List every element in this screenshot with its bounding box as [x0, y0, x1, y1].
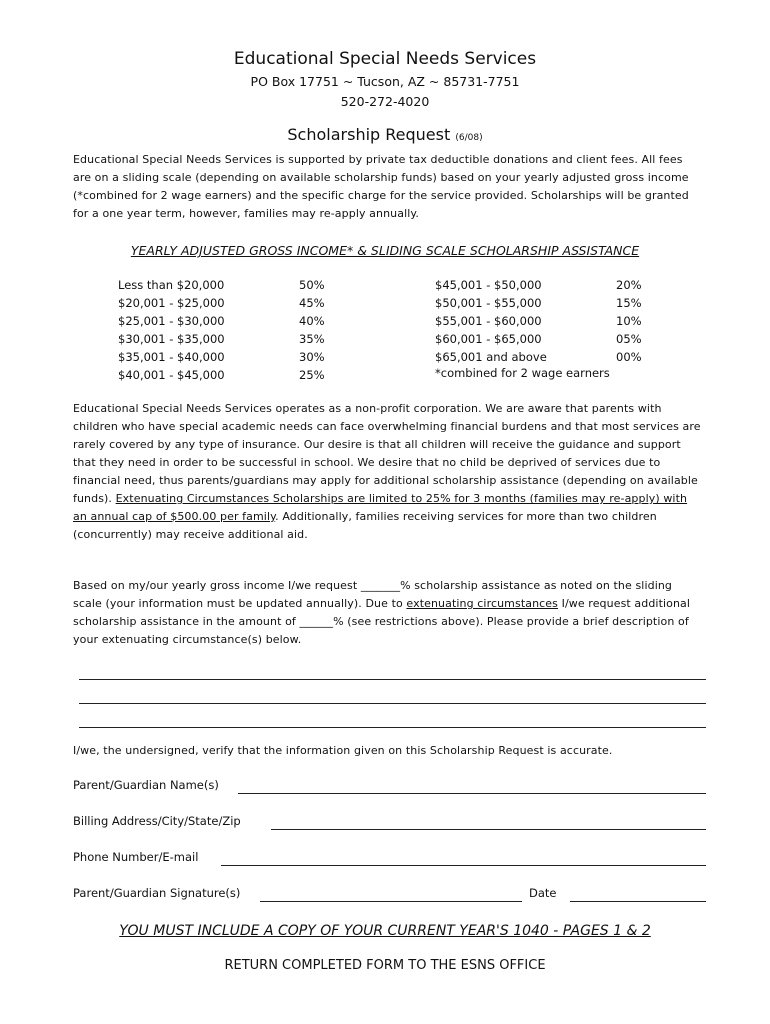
billing-label: Billing Address/City/State/Zip [73, 814, 241, 828]
verify-statement: I/we, the undersigned, verify that the information given on this Scholarship Request is accurate. [73, 744, 613, 757]
extenuating-policy: Extenuating Circumstances Scholarships are limited to 25% for 3 months (families may re-apply) with an annual cap of $500.00 per family [73, 492, 688, 523]
assistance-pcts-right [616, 276, 642, 366]
circumstance-line[interactable] [79, 703, 706, 704]
nonprofit-paragraph [73, 400, 701, 544]
extenuating-circumstances-text: extenuating circumstances [406, 597, 558, 610]
assistance-pct: 00% [616, 350, 642, 364]
org-phone: 520-272-4020 [340, 94, 430, 109]
assistance-pct: 05% [616, 332, 642, 346]
assistance-pcts-left [299, 276, 325, 384]
form-title-text: Scholarship Request [287, 125, 451, 144]
org-name: Educational Special Needs Services [233, 49, 537, 69]
assistance-pct: 25% [299, 368, 325, 382]
income-range: $30,001 - $35,000 [118, 332, 225, 346]
assistance-pct: 40% [299, 314, 325, 328]
date-field[interactable] [570, 901, 706, 902]
income-ranges-right [435, 276, 547, 366]
phone-label: Phone Number/E-mail [73, 850, 199, 864]
request-text: Based on my/our yearly gross income I/we request _______% scholarship assistance as noted on the sliding scale (your information must be updated annually). Due to [73, 579, 673, 610]
request-text-after: I/we request additional scholarship assistance in the amount of ______% (see restrictions above). Please provide a brief description of your extenuating circumstance(s) below. [73, 597, 691, 646]
assistance-pct: 35% [299, 332, 325, 346]
income-range: $20,001 - $25,000 [118, 296, 225, 310]
assistance-pct: 30% [299, 350, 325, 364]
circumstance-line[interactable] [79, 679, 706, 680]
income-range: $35,001 - $40,000 [118, 350, 225, 364]
org-address: PO Box 17751 ~ Tucson, AZ ~ 85731-7751 [250, 74, 520, 89]
form-title [0, 125, 770, 144]
assistance-pct: 10% [616, 314, 642, 328]
income-ranges-left [118, 276, 225, 384]
assistance-pct: 45% [299, 296, 325, 310]
return-instructions: RETURN COMPLETED FORM TO THE ESNS OFFICE [224, 958, 546, 973]
billing-field[interactable] [271, 829, 706, 830]
scale-heading: YEARLY ADJUSTED GROSS INCOME* & SLIDING SCALE SCHOLARSHIP ASSISTANCE [130, 243, 640, 258]
nonprofit-text-after: . Additionally, families receiving services for more than two children (concurrently) may receive additional aid. [73, 510, 657, 541]
request-paragraph [73, 577, 701, 649]
assistance-pct: 50% [299, 278, 325, 292]
income-range: $65,001 and above [435, 350, 547, 364]
nonprofit-text: Educational Special Needs Services operates as a non-profit corporation. We are aware that parents with children who have special academic needs can face overwhelming financial burdens and that most services are rarely covered by any type of insurance. Our desire is that all children will receive the guidance and support that they need in order to be successful in school. We desire that no child be deprived of services due to financial need, thus parents/guardians may apply for additional scholarship assistance (depending on available funds). [73, 402, 701, 505]
date-label: Date [529, 886, 557, 900]
signature-label: Parent/Guardian Signature(s) [73, 886, 241, 900]
circumstance-line[interactable] [79, 727, 706, 728]
income-range: $55,001 - $60,000 [435, 314, 542, 328]
income-range: $45,001 - $50,000 [435, 278, 542, 292]
income-footnote: *combined for 2 wage earners [435, 366, 610, 380]
tax-return-notice: YOU MUST INCLUDE A COPY OF YOUR CURRENT YEAR'S 1040 - PAGES 1 & 2 [119, 923, 651, 939]
signature-field[interactable] [260, 901, 522, 902]
assistance-pct: 15% [616, 296, 642, 310]
income-range: Less than $20,000 [118, 278, 225, 292]
income-range: $60,001 - $65,000 [435, 332, 542, 346]
phone-field[interactable] [221, 865, 706, 866]
assistance-pct: 20% [616, 278, 642, 292]
income-range: $40,001 - $45,000 [118, 368, 225, 382]
income-range: $50,001 - $55,000 [435, 296, 542, 310]
income-range: $25,001 - $30,000 [118, 314, 225, 328]
intro-paragraph: Educational Special Needs Services is supported by private tax deductible donations and client fees. All fees are on a sliding scale (depending on available scholarship funds) based on your yearly adjusted gross income (*combined for 2 wage earners) and the specific charge for the service provided. Scholarships will be granted for a one year term, however, families may re-apply annually. [73, 153, 689, 220]
form-version: (6/08) [455, 133, 483, 143]
name-label: Parent/Guardian Name(s) [73, 778, 219, 792]
name-field[interactable] [238, 793, 706, 794]
